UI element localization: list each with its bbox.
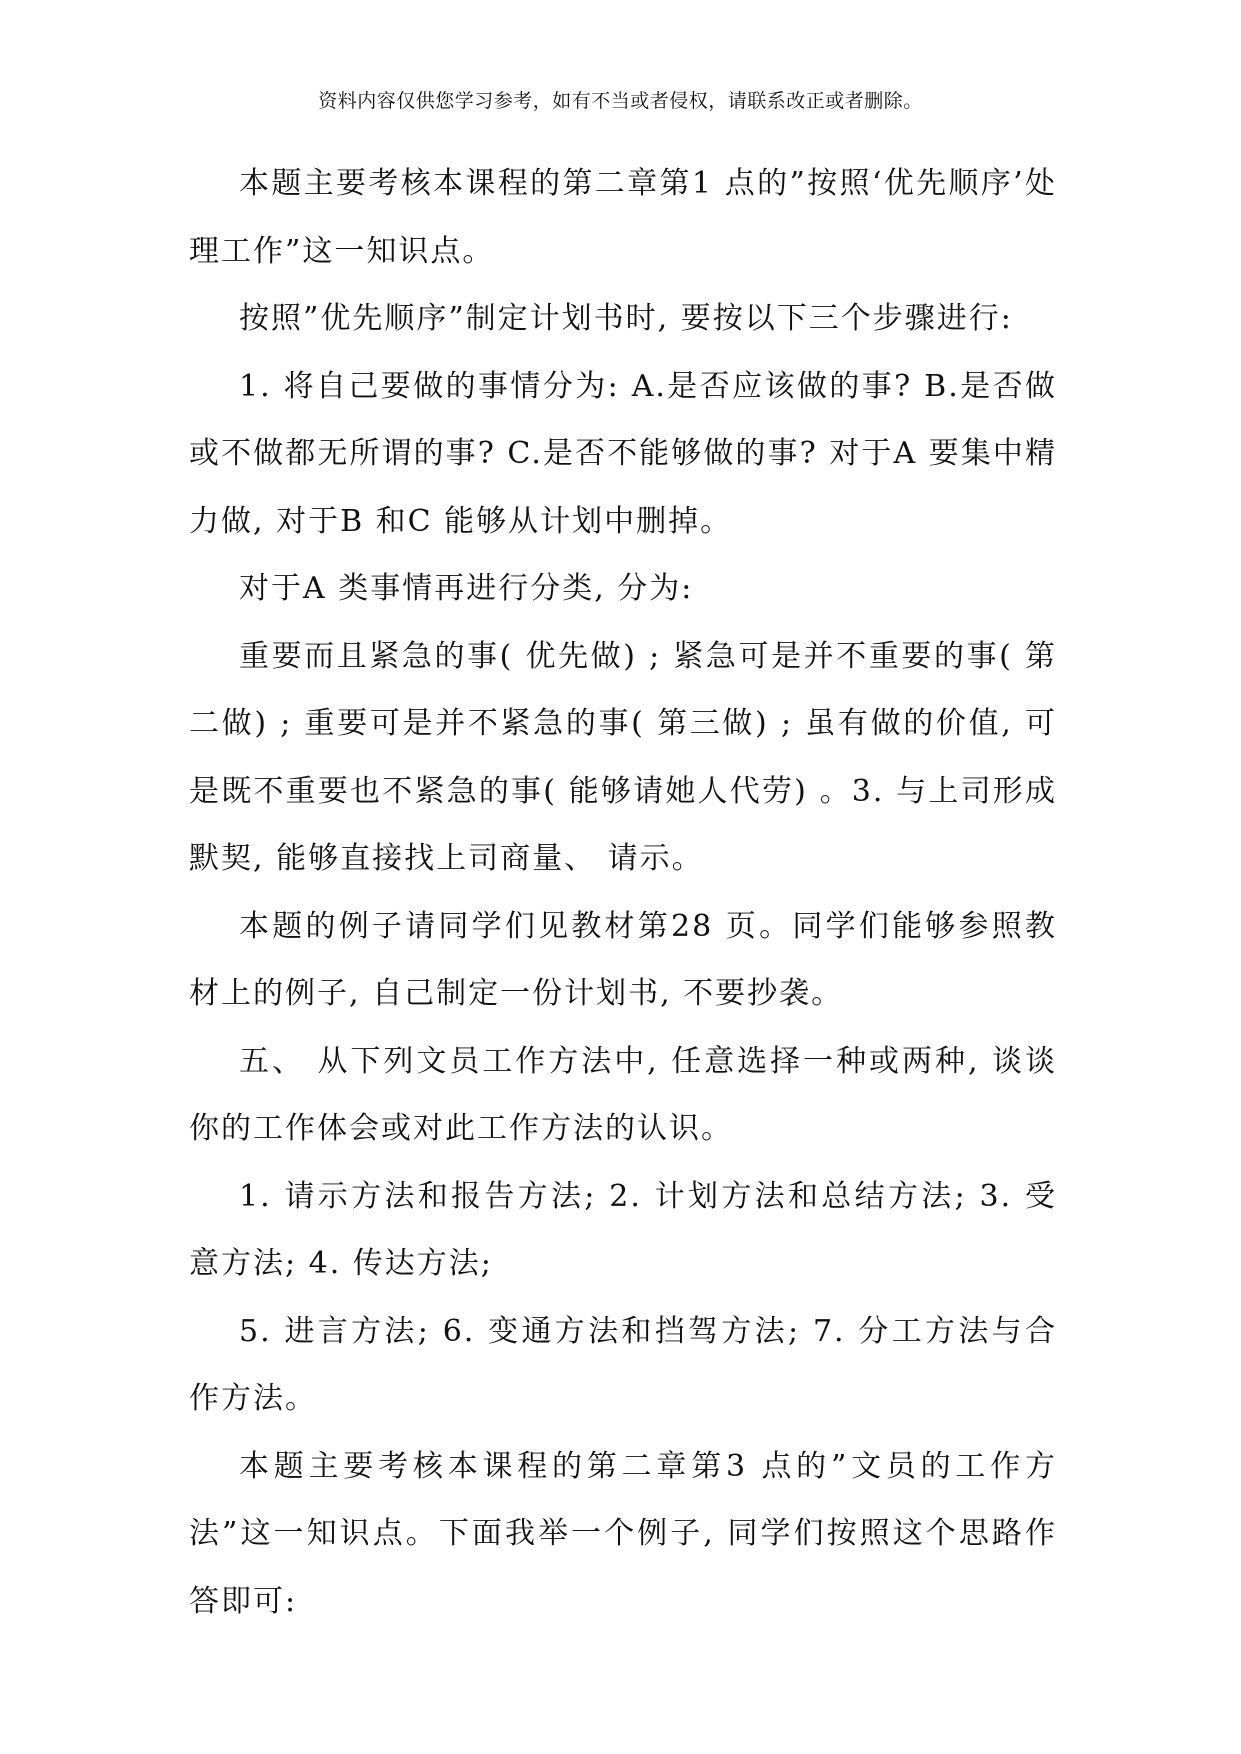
paragraph-priority-order: 重要而且紧急的事( 优先做) ; 紧急可是并不重要的事( 第二做) ; 重要可是并不紧急的事( 第三做) ; 虽有做的价值, 可是既不重要也不紧急的事( 能够请她人代劳) 。3. 与上司形成默契, 能够直接找上司商量、 请示。 xyxy=(189,638,1057,876)
document-body xyxy=(189,150,1057,1635)
paragraph-textbook-example: 本题的例子请同学们见教材第28 页。同学们能够参照教材上的例子, 自己制定一份计划书, 不要抄袭。 xyxy=(189,908,1057,1011)
disclaimer-header: 资料内容仅供您学习参考，如有不当或者侵权，请联系改正或者删除。 xyxy=(318,90,923,112)
paragraph-question-five: 五、 从下列文员工作方法中, 任意选择一种或两种, 谈谈你的工作体会或对此工作方法的认识。 xyxy=(189,1043,1057,1146)
paragraph-methods-list-2: 5. 进言方法; 6. 变通方法和挡驾方法; 7. 分工方法与合作方法。 xyxy=(189,1313,1057,1416)
paragraph-classify-a: 对于A 类事情再进行分类, 分为: xyxy=(239,571,694,606)
paragraph-plan-steps: 按照”优先顺序”制定计划书时, 要按以下三个步骤进行: xyxy=(239,301,1013,336)
paragraph-closing-knowledge-point: 本题主要考核本课程的第二章第3 点的”文员的工作方法”这一知识点。下面我举一个例子, 同学们按照这个思路作答即可: xyxy=(189,1448,1057,1619)
paragraph-methods-list-1: 1. 请示方法和报告方法; 2. 计划方法和总结方法; 3. 受意方法; 4. 传达方法; xyxy=(189,1178,1057,1281)
paragraph-step-one: 1. 将自己要做的事情分为: A.是否应该做的事? B.是否做或不做都无所谓的事? C.是否不能够做的事? 对于A 要集中精力做, 对于B 和C 能够从计划中删掉。 xyxy=(189,368,1057,539)
paragraph-intro-knowledge-point: 本题主要考核本课程的第二章第1 点的”按照‘优先顺序’处理工作”这一知识点。 xyxy=(189,166,1057,269)
